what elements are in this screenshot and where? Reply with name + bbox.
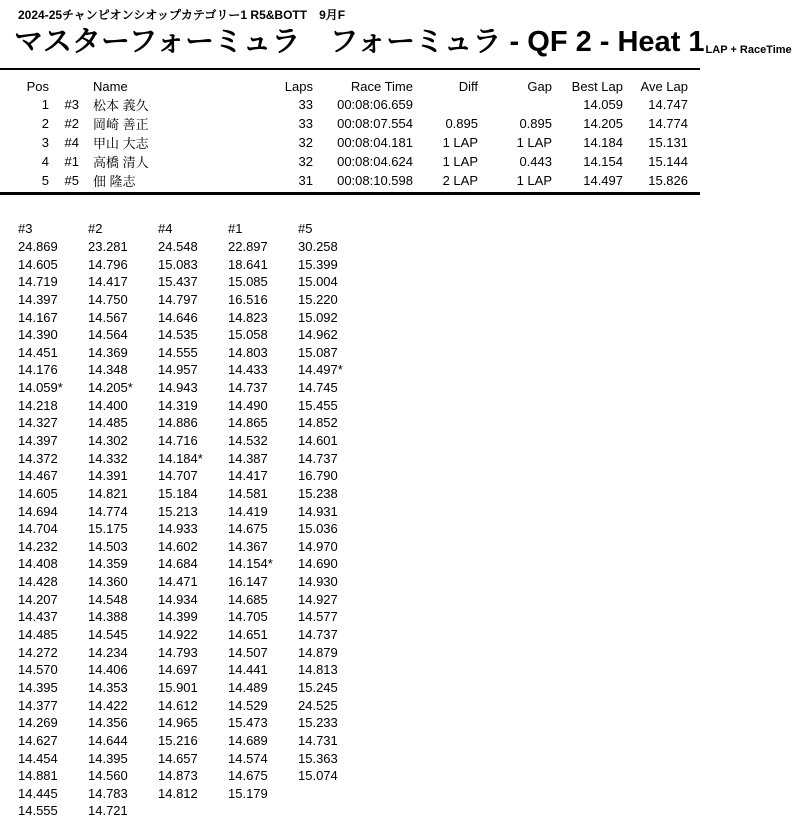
- results-cell-diff: 1 LAP: [442, 135, 478, 150]
- lap-time-cell: 15.175: [88, 521, 128, 537]
- results-header-row: [14, 77, 688, 95]
- results-table: [14, 77, 688, 190]
- lap-time-cell: 14.205*: [88, 380, 133, 396]
- results-cell-ave-lap: 14.774: [648, 116, 688, 131]
- results-cell-laps: 32: [298, 154, 313, 169]
- lap-time-cell: 15.074: [298, 768, 338, 784]
- lap-time-cell: 14.813: [298, 662, 338, 678]
- results-cell-name: 甲山 大志: [93, 136, 149, 151]
- lap-col-header: #3: [18, 221, 33, 237]
- lap-time-cell: 14.705: [228, 609, 268, 625]
- results-cell-best-lap: 14.059: [583, 97, 623, 112]
- lap-row: [18, 714, 368, 732]
- lap-time-cell: 14.719: [18, 274, 58, 290]
- lap-time-cell: [298, 785, 368, 803]
- lap-time-cell: 14.485: [88, 415, 128, 431]
- series-title: 2024-25チャンピオンシオップカテゴリー1 R5&BOTT 9月F: [18, 8, 346, 22]
- results-row: [14, 171, 688, 190]
- lap-time-cell: 14.852: [298, 415, 338, 431]
- lap-row: [18, 538, 368, 556]
- lap-row: [18, 414, 368, 432]
- lap-time-cell: 14.441: [228, 662, 268, 678]
- page-title-text: マスターフォーミュラ フォーミュラ - QF 2 - Heat 1: [14, 26, 705, 58]
- lap-time-cell: 14.675: [228, 521, 268, 537]
- results-cell-car: #1: [64, 154, 79, 169]
- col-header-best-lap: Best Lap: [571, 78, 623, 94]
- lap-time-cell: 30.258: [298, 238, 338, 254]
- results-cell-name: 岡崎 善正: [93, 117, 149, 132]
- lap-time-cell: 14.406: [88, 662, 128, 678]
- lap-time-cell: 14.399: [158, 609, 198, 625]
- lap-time-cell: 14.218: [18, 397, 58, 413]
- lap-time-cell: 14.454: [18, 750, 58, 766]
- lap-col-header: #4: [158, 221, 173, 237]
- results-cell-name: 高橋 清人: [93, 155, 149, 170]
- lap-time-cell: 15.058: [228, 327, 268, 343]
- lap-time-cell: 15.437: [158, 274, 198, 290]
- lap-time-cell: 14.532: [228, 433, 268, 448]
- title-note: LAP + RaceTime: [705, 44, 792, 56]
- lap-row: [18, 467, 368, 485]
- lap-time-cell: 14.605: [18, 485, 58, 501]
- results-cell-laps: 33: [298, 97, 313, 112]
- lap-row: [18, 502, 368, 520]
- lap-row: [18, 291, 368, 309]
- results-row: [14, 152, 688, 171]
- lap-time-cell: 14.943: [158, 380, 198, 396]
- lap-time-cell: 14.704: [18, 521, 58, 537]
- lap-time-cell: 14.428: [18, 574, 58, 590]
- lap-time-cell: 24.548: [158, 238, 198, 254]
- lap-time-cell: 14.348: [88, 362, 128, 378]
- lap-time-cell: 14.560: [88, 768, 128, 784]
- lap-time-cell: 14.353: [88, 679, 128, 695]
- results-cell-diff: 0.895: [445, 116, 478, 131]
- lap-time-cell: 14.567: [88, 309, 128, 325]
- lap-time-cell: 14.581: [228, 485, 268, 501]
- lap-row: [18, 308, 368, 326]
- lap-time-cell: 14.232: [18, 538, 58, 554]
- lap-time-cell: 15.083: [158, 256, 198, 272]
- lap-time-cell: 15.179: [228, 785, 268, 801]
- lap-time-cell: [228, 802, 298, 820]
- results-cell-race-time: 00:08:07.554: [337, 116, 413, 131]
- lap-time-cell: 15.220: [298, 291, 338, 307]
- lap-time-cell: 14.555: [18, 803, 58, 819]
- lap-time-cell: 15.085: [228, 274, 268, 290]
- lap-time-cell: 14.529: [228, 697, 268, 713]
- results-cell-laps: 31: [298, 173, 313, 188]
- lap-time-cell: 14.507: [228, 644, 268, 660]
- lap-time-cell: 14.783: [88, 785, 128, 801]
- lap-time-cell: 14.497*: [298, 362, 343, 378]
- lap-time-cell: 14.467: [18, 468, 58, 484]
- lap-time-cell: 15.233: [298, 715, 338, 731]
- results-row: [14, 133, 688, 152]
- lap-time-cell: 14.388: [88, 609, 128, 625]
- lap-time-cell: 14.685: [228, 591, 268, 607]
- lap-time-cell: 14.745: [298, 380, 338, 396]
- lap-time-cell: 14.555: [158, 344, 198, 360]
- lap-time-cell: 14.651: [228, 627, 268, 643]
- lap-time-cell: 14.535: [158, 327, 198, 343]
- results-cell-best-lap: 14.184: [583, 135, 623, 150]
- lap-time-cell: 23.281: [88, 238, 128, 254]
- timing-sheet: [0, 6, 792, 820]
- lap-time-cell: 15.245: [298, 679, 338, 695]
- lap-row: [18, 238, 368, 256]
- lap-time-cell: 15.036: [298, 521, 338, 537]
- lap-row: [18, 785, 368, 803]
- lap-time-cell: 14.737: [298, 627, 338, 643]
- lap-time-cell: 14.272: [18, 644, 58, 660]
- results-cell-best-lap: 14.497: [583, 173, 623, 188]
- col-header-gap: Gap: [527, 78, 552, 94]
- lap-time-cell: 14.731: [298, 732, 338, 748]
- lap-time-cell: 15.901: [158, 679, 198, 695]
- results-cell-car: #3: [64, 97, 79, 112]
- lap-row: [18, 555, 368, 573]
- lap-time-cell: 14.327: [18, 415, 58, 431]
- lap-time-cell: 14.793: [158, 644, 198, 660]
- lap-time-cell: [298, 802, 368, 820]
- lap-time-cell: 14.657: [158, 750, 198, 766]
- lap-time-cell: 14.417: [228, 468, 268, 484]
- lap-header-row: [18, 220, 368, 238]
- lap-time-cell: 14.930: [298, 574, 338, 590]
- lap-time-cell: 14.176: [18, 362, 58, 378]
- results-cell-gap: [478, 95, 552, 114]
- lap-time-cell: 14.865: [228, 415, 268, 431]
- lap-time-cell: 14.922: [158, 627, 198, 643]
- col-header-name: Name: [93, 78, 128, 94]
- lap-time-cell: 16.516: [228, 291, 268, 307]
- header-divider: [0, 68, 700, 70]
- lap-row: [18, 379, 368, 397]
- lap-time-cell: 14.716: [158, 433, 198, 448]
- results-cell-gap: 0.895: [519, 116, 552, 131]
- col-header-laps: Laps: [284, 78, 313, 94]
- lap-col-header: #5: [298, 221, 313, 237]
- lap-time-cell: 24.869: [18, 238, 58, 254]
- results-cell-pos: 4: [41, 154, 49, 169]
- lap-time-cell: 14.451: [18, 344, 58, 360]
- lap-time-cell: 14.390: [18, 327, 58, 343]
- lap-time-cell: 15.238: [298, 485, 338, 501]
- lap-time-cell: 15.399: [298, 256, 338, 272]
- lap-row: [18, 626, 368, 644]
- lap-row: [18, 767, 368, 785]
- lap-time-cell: 14.377: [18, 697, 58, 713]
- results-cell-car: #4: [64, 135, 79, 150]
- results-divider: [0, 192, 700, 195]
- results-cell-race-time: 00:08:10.598: [337, 173, 413, 188]
- results-cell-laps: 32: [298, 135, 313, 150]
- lap-time-cell: 14.397: [18, 291, 58, 307]
- lap-time-cell: 14.419: [228, 503, 268, 519]
- results-row: [14, 95, 688, 114]
- lap-time-cell: 14.570: [18, 662, 58, 678]
- results-cell-diff: 1 LAP: [442, 154, 478, 169]
- lap-time-cell: 15.216: [158, 732, 198, 748]
- results-cell-race-time: 00:08:04.624: [337, 154, 413, 169]
- lap-time-cell: 14.602: [158, 538, 198, 554]
- lap-time-cell: 14.689: [228, 732, 268, 748]
- lap-time-cell: 14.490: [228, 397, 268, 413]
- lap-col-header: #2: [88, 221, 103, 237]
- lap-time-cell: 14.605: [18, 256, 58, 272]
- lap-row: [18, 802, 368, 820]
- lap-time-cell: 14.408: [18, 556, 58, 572]
- results-cell-car: #5: [64, 173, 79, 188]
- lap-time-cell: 15.087: [298, 344, 338, 360]
- results-cell-gap: 0.443: [519, 154, 552, 169]
- lap-time-cell: 14.503: [88, 538, 128, 554]
- results-cell-pos: 1: [41, 97, 49, 112]
- lap-times-table: [18, 220, 368, 820]
- lap-time-cell: 14.927: [298, 591, 338, 607]
- lap-col-header: #1: [228, 221, 243, 237]
- lap-time-cell: 14.184*: [158, 450, 203, 466]
- lap-time-cell: 14.646: [158, 309, 198, 325]
- lap-row: [18, 343, 368, 361]
- lap-time-cell: [158, 802, 228, 820]
- lap-row: [18, 661, 368, 679]
- lap-time-cell: 14.422: [88, 697, 128, 713]
- lap-row: [18, 643, 368, 661]
- results-cell-ave-lap: 15.144: [648, 154, 688, 169]
- lap-time-cell: 14.886: [158, 415, 198, 431]
- lap-row: [18, 273, 368, 291]
- col-header-car: [49, 77, 79, 95]
- lap-time-cell: 14.417: [88, 274, 128, 290]
- lap-time-cell: 14.601: [298, 433, 338, 448]
- lap-time-cell: 14.545: [88, 627, 128, 643]
- lap-time-cell: 14.965: [158, 715, 198, 731]
- lap-time-cell: 14.574: [228, 750, 268, 766]
- lap-time-cell: 14.707: [158, 468, 198, 484]
- lap-time-cell: 15.004: [298, 274, 338, 290]
- results-cell-race-time: 00:08:04.181: [337, 135, 413, 150]
- lap-time-cell: 14.962: [298, 327, 338, 343]
- lap-time-cell: 14.970: [298, 538, 338, 554]
- results-cell-gap: 1 LAP: [516, 173, 552, 188]
- lap-time-cell: 16.147: [228, 574, 268, 590]
- lap-row: [18, 361, 368, 379]
- lap-time-cell: 14.167: [18, 309, 58, 325]
- lap-time-cell: 14.774: [88, 503, 128, 519]
- lap-time-cell: 22.897: [228, 238, 268, 254]
- results-cell-best-lap: 14.205: [583, 116, 623, 131]
- lap-time-cell: 14.803: [228, 344, 268, 360]
- lap-time-cell: 14.471: [158, 574, 198, 590]
- lap-time-cell: 14.433: [228, 362, 268, 378]
- lap-time-cell: 14.445: [18, 785, 58, 801]
- results-cell-diff: [413, 95, 478, 114]
- lap-row: [18, 608, 368, 626]
- lap-time-cell: 14.873: [158, 768, 198, 784]
- lap-time-cell: 14.879: [298, 644, 338, 660]
- lap-row: [18, 590, 368, 608]
- results-cell-name: 松本 義久: [93, 98, 149, 113]
- lap-time-cell: 14.737: [228, 380, 268, 396]
- lap-time-cell: 14.234: [88, 644, 128, 660]
- lap-time-cell: 14.332: [88, 450, 128, 466]
- lap-row: [18, 732, 368, 750]
- lap-time-cell: 14.644: [88, 732, 128, 748]
- lap-table-body: [18, 238, 368, 820]
- lap-time-cell: 14.154*: [228, 556, 273, 572]
- results-table-body: [14, 95, 688, 190]
- lap-time-cell: 14.931: [298, 503, 338, 519]
- lap-time-cell: 14.269: [18, 715, 58, 731]
- lap-time-cell: 14.577: [298, 609, 338, 625]
- lap-time-cell: 24.525: [298, 697, 338, 713]
- lap-time-cell: 14.934: [158, 591, 198, 607]
- results-cell-best-lap: 14.154: [583, 154, 623, 169]
- lap-time-cell: 15.184: [158, 485, 198, 501]
- lap-row: [18, 749, 368, 767]
- lap-time-cell: 14.881: [18, 768, 58, 784]
- col-header-diff: Diff: [458, 78, 478, 94]
- results-cell-pos: 3: [41, 135, 49, 150]
- col-header-ave-lap: Ave Lap: [640, 78, 688, 94]
- lap-time-cell: 14.690: [298, 556, 338, 572]
- results-cell-diff: 2 LAP: [442, 173, 478, 188]
- lap-time-cell: 14.207: [18, 591, 58, 607]
- lap-time-cell: 14.750: [88, 291, 128, 307]
- lap-row: [18, 573, 368, 591]
- lap-time-cell: 14.612: [158, 697, 198, 713]
- results-cell-pos: 5: [41, 173, 49, 188]
- lap-row: [18, 520, 368, 538]
- lap-time-cell: 14.319: [158, 397, 198, 413]
- results-cell-ave-lap: 15.131: [648, 135, 688, 150]
- lap-time-cell: 15.213: [158, 503, 198, 519]
- lap-time-cell: 14.489: [228, 679, 268, 695]
- lap-row: [18, 326, 368, 344]
- lap-time-cell: 14.359: [88, 556, 128, 572]
- page-title: [14, 25, 792, 65]
- lap-time-cell: 14.697: [158, 662, 198, 678]
- lap-time-cell: 14.395: [18, 679, 58, 695]
- lap-time-cell: 14.796: [88, 256, 128, 272]
- lap-row: [18, 679, 368, 697]
- lap-time-cell: 14.356: [88, 715, 128, 731]
- results-row: [14, 114, 688, 133]
- lap-time-cell: 14.372: [18, 450, 58, 466]
- lap-time-cell: 14.302: [88, 433, 128, 448]
- lap-time-cell: 16.790: [298, 468, 338, 484]
- lap-time-cell: 14.564: [88, 327, 128, 343]
- results-cell-laps: 33: [298, 116, 313, 131]
- lap-time-cell: 14.485: [18, 627, 58, 643]
- lap-time-cell: 15.455: [298, 397, 338, 413]
- lap-time-cell: 14.548: [88, 591, 128, 607]
- lap-time-cell: 15.363: [298, 750, 338, 766]
- lap-time-cell: 14.694: [18, 503, 58, 519]
- lap-row: [18, 432, 368, 450]
- lap-row: [18, 696, 368, 714]
- results-cell-name: 佃 隆志: [93, 174, 136, 189]
- lap-time-cell: 14.933: [158, 521, 198, 537]
- lap-time-cell: 14.627: [18, 732, 58, 748]
- lap-time-cell: 18.641: [228, 256, 268, 272]
- lap-time-cell: 14.721: [88, 803, 128, 819]
- lap-time-cell: 14.737: [298, 450, 338, 466]
- lap-time-cell: 14.387: [228, 450, 268, 466]
- lap-time-cell: 14.397: [18, 433, 58, 448]
- col-header-pos: Pos: [26, 78, 49, 94]
- lap-time-cell: 15.092: [298, 309, 338, 325]
- lap-time-cell: 14.395: [88, 750, 128, 766]
- lap-time-cell: 14.812: [158, 785, 198, 801]
- lap-time-cell: 14.823: [228, 309, 268, 325]
- results-cell-ave-lap: 15.826: [648, 173, 688, 188]
- lap-time-cell: 15.473: [228, 715, 268, 731]
- col-header-race-time: Race Time: [350, 78, 413, 94]
- results-cell-pos: 2: [41, 116, 49, 131]
- lap-time-cell: 14.675: [228, 768, 268, 784]
- lap-time-cell: 14.369: [88, 344, 128, 360]
- lap-time-cell: 14.437: [18, 609, 58, 625]
- lap-time-cell: 14.797: [158, 291, 198, 307]
- lap-row: [18, 255, 368, 273]
- results-cell-ave-lap: 14.747: [648, 97, 688, 112]
- lap-time-cell: 14.360: [88, 574, 128, 590]
- lap-time-cell: 14.391: [88, 468, 128, 484]
- lap-time-cell: 14.367: [228, 538, 268, 554]
- lap-row: [18, 485, 368, 503]
- lap-time-cell: 14.400: [88, 397, 128, 413]
- lap-time-cell: 14.957: [158, 362, 198, 378]
- results-cell-race-time: 00:08:06.659: [337, 97, 413, 112]
- lap-row: [18, 449, 368, 467]
- lap-time-cell: 14.821: [88, 485, 128, 501]
- lap-row: [18, 396, 368, 414]
- lap-time-cell: 14.684: [158, 556, 198, 572]
- lap-time-cell: 14.059*: [18, 380, 63, 396]
- results-cell-gap: 1 LAP: [516, 135, 552, 150]
- results-cell-car: #2: [64, 116, 79, 131]
